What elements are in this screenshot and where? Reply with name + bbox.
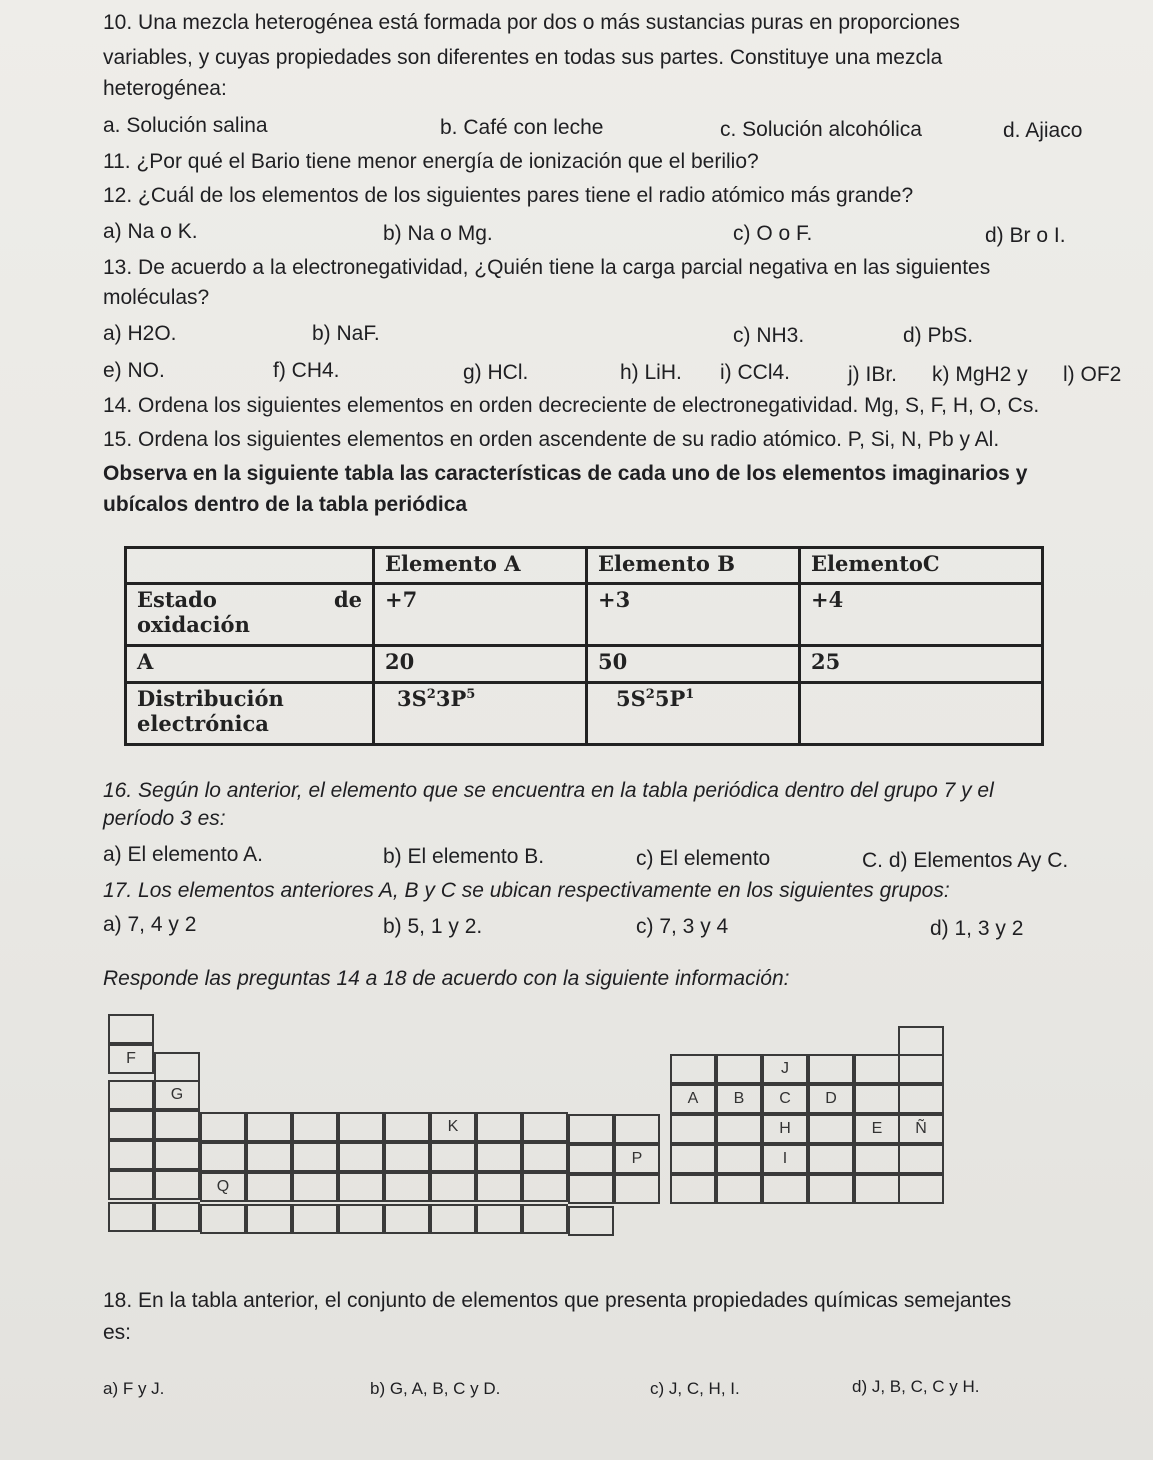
q13-option-g: g) HCl. <box>463 361 529 384</box>
periodic-cell-p: P <box>614 1144 660 1174</box>
periodic-cell <box>476 1204 522 1234</box>
periodic-cell <box>762 1174 808 1204</box>
oxidation-label <box>126 584 374 646</box>
distribution-label-part-1: Distribución <box>137 685 284 711</box>
periodic-cell <box>716 1144 762 1174</box>
q17-option-d: d) 1, 3 y 2 <box>930 917 1024 940</box>
q13-option-f: f) CH4. <box>273 359 340 382</box>
instruction-line-2: ubícalos dentro de la tabla periódica <box>103 493 468 516</box>
dist-b-base-2: 5P <box>654 685 686 711</box>
q17-text: 17. Los elementos anteriores A, B y C se ubican respectivamente en los siguientes grupos: <box>103 879 950 902</box>
periodic-cell-q: Q <box>200 1172 246 1202</box>
q10-line-3: heterogénea: <box>103 77 227 100</box>
q10-option-a: a. Solución salina <box>103 114 268 137</box>
distribution-label <box>126 682 374 744</box>
q16-option-a: a) El elemento A. <box>103 843 263 866</box>
periodic-cell <box>614 1114 660 1144</box>
periodic-cell <box>476 1172 522 1202</box>
periodic-cell <box>108 1140 154 1170</box>
periodic-cell <box>338 1142 384 1172</box>
distribution-value-c <box>800 682 1043 744</box>
periodic-cell <box>716 1054 762 1084</box>
q15-text: 15. Ordena los siguientes elementos en orden ascendente de su radio atómico. P, Si, N, Pb y Al. <box>103 428 1000 451</box>
periodic-cell <box>898 1054 944 1084</box>
periodic-cell-enye: Ñ <box>898 1114 944 1144</box>
periodic-cell-j: J <box>762 1054 808 1084</box>
periodic-cell-g: G <box>154 1080 200 1110</box>
table-header-row <box>126 548 1043 584</box>
periodic-cell <box>154 1052 200 1082</box>
periodic-cell <box>476 1112 522 1142</box>
q17-option-b: b) 5, 1 y 2. <box>383 915 483 938</box>
oxidation-label-part-3: oxidación <box>137 612 250 638</box>
q17-option-c: c) 7, 3 y 4 <box>636 915 729 938</box>
q14-text: 14. Ordena los siguientes elementos en orden decreciente de electronegatividad. Mg, S, F, H, O, Cs. <box>103 394 1040 417</box>
q18-option-c: c) J, C, H, I. <box>650 1379 740 1398</box>
q18-line-2: es: <box>103 1321 132 1344</box>
periodic-cell-h: H <box>762 1114 808 1144</box>
periodic-cell <box>808 1054 854 1084</box>
periodic-cell <box>898 1144 944 1174</box>
q13-option-i: i) CCl4. <box>720 361 791 384</box>
dist-a-base-2: 3P <box>435 685 467 711</box>
distribution-value-b <box>587 682 800 744</box>
q18-option-d: d) J, B, C, C y H. <box>852 1377 980 1396</box>
periodic-cell <box>898 1084 944 1114</box>
row-a-value-c: 25 <box>800 646 1043 682</box>
dist-b-sup-2: 1 <box>685 686 695 702</box>
row-a-value-a: 20 <box>374 646 587 682</box>
oxidation-value-c: +4 <box>800 584 1043 646</box>
periodic-cell <box>246 1112 292 1142</box>
periodic-cell <box>292 1142 338 1172</box>
table-header-element-c: ElementoC <box>800 548 1043 584</box>
q13-option-c: c) NH3. <box>733 324 805 347</box>
periodic-cell-a: A <box>670 1084 716 1114</box>
periodic-cell <box>670 1114 716 1144</box>
periodic-cell <box>716 1114 762 1144</box>
periodic-cell <box>154 1110 200 1140</box>
row-a-value-b: 50 <box>587 646 800 682</box>
row-a-label: A <box>126 646 374 682</box>
distribution-value-a <box>374 682 587 744</box>
q13-option-a: a) H2O. <box>103 322 177 345</box>
q13-option-l: l) OF2 <box>1063 363 1122 386</box>
oxidation-value-b: +3 <box>587 584 800 646</box>
q10-option-d: d. Ajiaco <box>1003 119 1083 142</box>
dist-b-sup-1: 2 <box>645 686 655 702</box>
periodic-cell <box>292 1204 338 1234</box>
periodic-cell-f: F <box>108 1044 154 1074</box>
distribution-label-part-2: electrónica <box>137 710 269 736</box>
periodic-cell <box>614 1174 660 1204</box>
q13-option-j: j) IBr. <box>848 363 898 386</box>
periodic-cell-b: B <box>716 1084 762 1114</box>
oxidation-value-a: +7 <box>374 584 587 646</box>
periodic-cell <box>108 1110 154 1140</box>
periodic-cell <box>808 1114 854 1144</box>
periodic-cell <box>108 1202 154 1232</box>
periodic-cell <box>108 1080 154 1110</box>
q10-option-b: b. Café con leche <box>440 116 604 139</box>
periodic-cell <box>246 1142 292 1172</box>
periodic-cell <box>246 1204 292 1234</box>
q16-option-d: C. d) Elementos Ay C. <box>862 849 1069 872</box>
oxidation-label-part-1: Estado <box>137 587 217 613</box>
periodic-cell-k: K <box>430 1112 476 1142</box>
periodic-cell <box>154 1202 200 1232</box>
periodic-cell <box>568 1174 614 1204</box>
periodic-cell <box>200 1142 246 1172</box>
periodic-cell <box>154 1170 200 1200</box>
q12-option-b: b) Na o Mg. <box>383 222 493 245</box>
periodic-cell <box>384 1142 430 1172</box>
q12-option-d: d) Br o I. <box>985 224 1066 247</box>
periodic-cell <box>898 1174 944 1204</box>
periodic-cell <box>670 1054 716 1084</box>
periodic-cell <box>338 1112 384 1142</box>
q16-line-1: 16. Según lo anterior, el elemento que se encuentra en la tabla periódica dentro del grupo 7 y el <box>103 779 994 802</box>
periodic-cell <box>670 1144 716 1174</box>
periodic-cell <box>246 1172 292 1202</box>
periodic-cell <box>898 1026 944 1056</box>
table-header-element-b: Elemento B <box>587 548 800 584</box>
periodic-cell <box>200 1204 246 1234</box>
q11-text: 11. ¿Por qué el Bario tiene menor energía de ionización que el berilio? <box>103 150 759 173</box>
periodic-cell <box>670 1174 716 1204</box>
table-row-oxidation <box>126 584 1043 646</box>
q10-option-c: c. Solución alcohólica <box>720 118 922 141</box>
dist-b-base-1: 5S <box>616 685 646 711</box>
periodic-cell <box>430 1172 476 1202</box>
periodic-cell <box>808 1144 854 1174</box>
periodic-cell <box>384 1112 430 1142</box>
q12-option-a: a) Na o K. <box>103 220 198 243</box>
periodic-cell-c: C <box>762 1084 808 1114</box>
periodic-cell <box>854 1054 900 1084</box>
periodic-cell <box>568 1114 614 1144</box>
q16-option-c: c) El elemento <box>636 847 771 870</box>
periodic-cell <box>568 1206 614 1236</box>
periodic-cell <box>384 1172 430 1202</box>
q10-line-2: variables, y cuyas propiedades son diferentes en todas sus partes. Constituye una mezcla <box>103 46 943 69</box>
periodic-cell <box>522 1172 568 1202</box>
oxidation-label-part-2: de <box>333 587 362 613</box>
q18-option-a: a) F y J. <box>103 1379 165 1398</box>
periodic-cell <box>384 1204 430 1234</box>
q18-option-b: b) G, A, B, C y D. <box>370 1379 501 1398</box>
dist-a-sup-1: 2 <box>426 686 436 702</box>
periodic-cell <box>108 1170 154 1200</box>
periodic-cell-e: E <box>854 1114 900 1144</box>
dist-a-sup-2: 5 <box>466 686 476 702</box>
q13-option-k: k) MgH2 y <box>932 363 1028 386</box>
periodic-cell <box>476 1142 522 1172</box>
q16-line-2: período 3 es: <box>103 807 226 830</box>
periodic-cell <box>522 1142 568 1172</box>
q17-option-a: a) 7, 4 y 2 <box>103 913 197 936</box>
periodic-cell-i: I <box>762 1144 808 1174</box>
q13-line-2: moléculas? <box>103 286 210 309</box>
q13-option-e: e) NO. <box>103 359 165 382</box>
periodic-cell <box>200 1112 246 1142</box>
table-header-element-a: Elemento A <box>374 548 587 584</box>
q12-option-c: c) O o F. <box>733 222 813 245</box>
q16-option-b: b) El elemento B. <box>383 845 545 868</box>
element-properties-table <box>124 546 1044 746</box>
periodic-cell <box>854 1144 900 1174</box>
periodic-cell <box>338 1204 384 1234</box>
periodic-cell <box>430 1142 476 1172</box>
q10-line-1: 10. Una mezcla heterogénea está formada por dos o más sustancias puras en proporciones <box>103 11 960 34</box>
periodic-cell <box>716 1174 762 1204</box>
periodic-cell <box>808 1174 854 1204</box>
periodic-cell-d: D <box>808 1084 854 1114</box>
instruction-2: Responde las preguntas 14 a 18 de acuerdo con la siguiente información: <box>103 967 790 990</box>
q13-option-h: h) LiH. <box>620 361 682 384</box>
q13-option-d: d) PbS. <box>903 324 974 347</box>
periodic-cell <box>292 1112 338 1142</box>
q13-line-1: 13. De acuerdo a la electronegatividad, ¿Quién tiene la carga parcial negativa en las siguientes <box>103 256 991 279</box>
periodic-cell <box>338 1172 384 1202</box>
q18-line-1: 18. En la tabla anterior, el conjunto de elementos que presenta propiedades químicas semejantes <box>103 1289 1012 1312</box>
table-row-distribution <box>126 682 1043 744</box>
table-row-a <box>126 646 1043 682</box>
periodic-cell <box>522 1204 568 1234</box>
q12-text: 12. ¿Cuál de los elementos de los siguientes pares tiene el radio atómico más grande? <box>103 184 914 207</box>
periodic-cell <box>430 1204 476 1234</box>
periodic-cell <box>568 1144 614 1174</box>
table-header-empty <box>126 548 374 584</box>
periodic-cell <box>292 1172 338 1202</box>
periodic-cell <box>108 1014 154 1044</box>
periodic-cell <box>854 1084 900 1114</box>
dist-a-base-1: 3S <box>397 685 427 711</box>
periodic-cell <box>154 1140 200 1170</box>
instruction-line-1: Observa en la siguiente tabla las características de cada uno de los elementos imaginarios y <box>103 462 1028 485</box>
periodic-cell <box>522 1112 568 1142</box>
periodic-cell <box>854 1174 900 1204</box>
q13-option-b: b) NaF. <box>312 322 380 345</box>
